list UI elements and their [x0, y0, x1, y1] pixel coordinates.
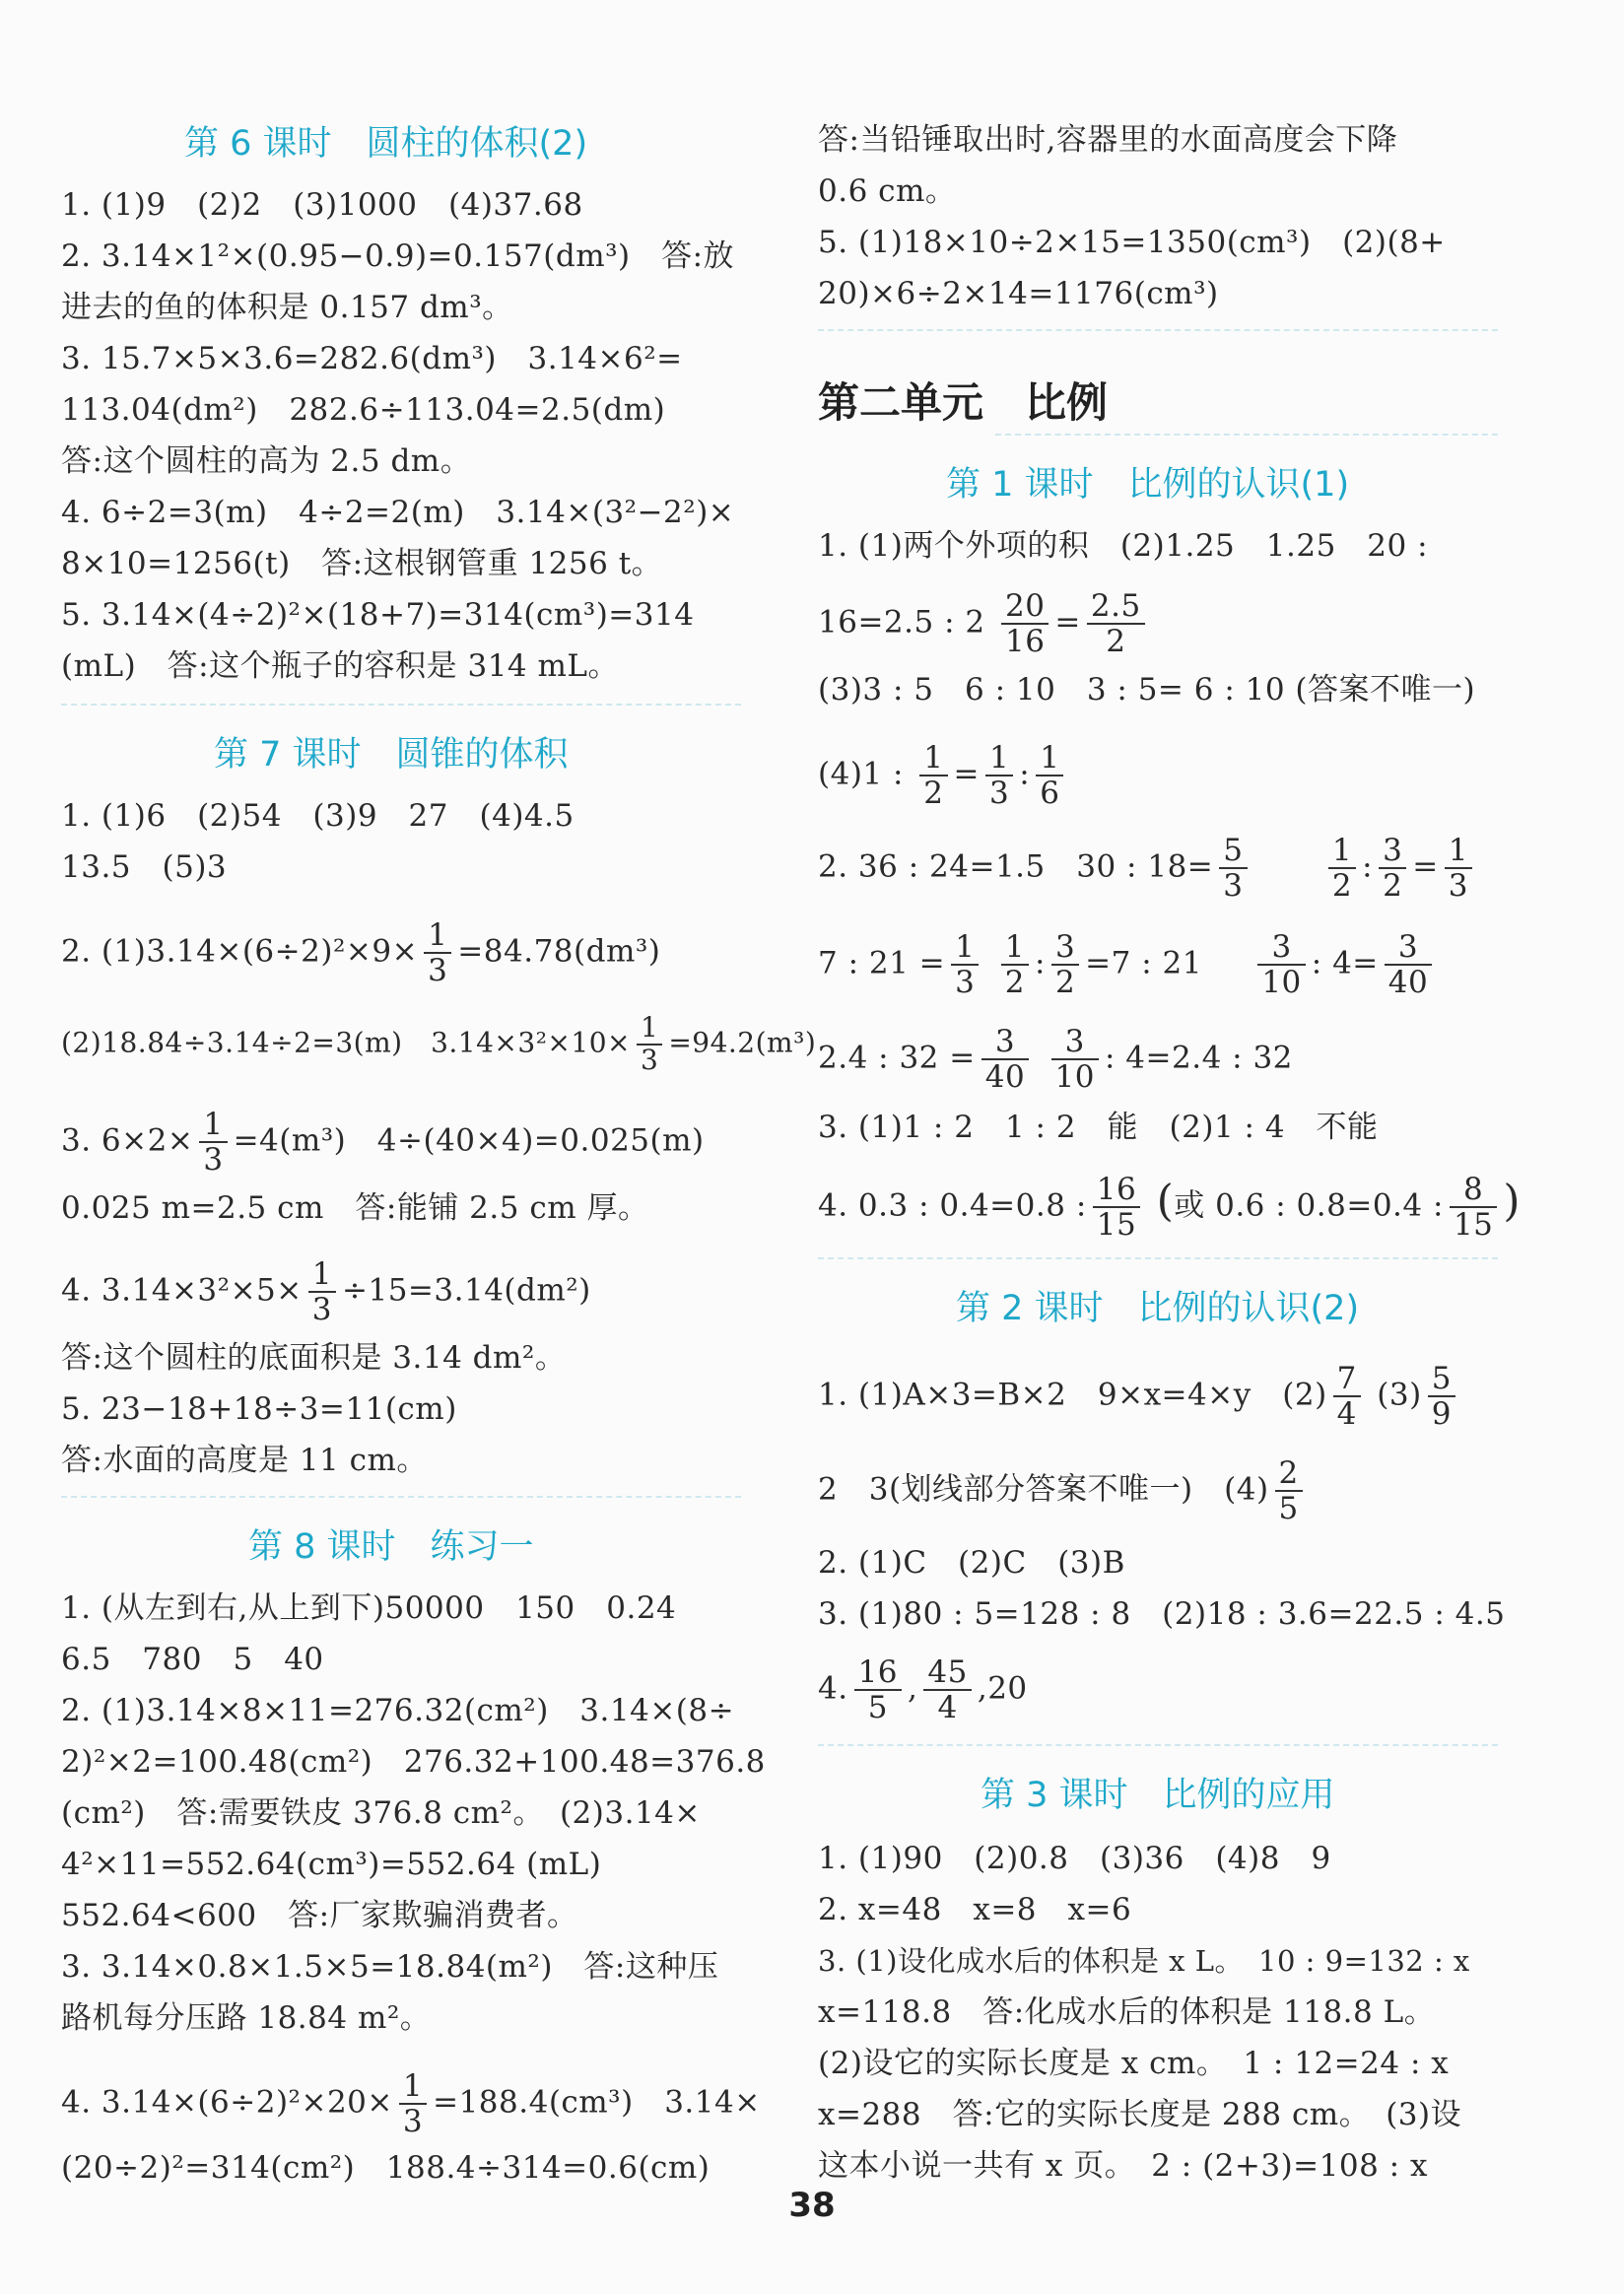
lesson-1-title: 第 1 课时 比例的认识(1) — [946, 465, 1350, 505]
section-divider — [818, 329, 1498, 331]
answer-line: 进去的鱼的体积是 0.157 dm³。 — [61, 290, 513, 325]
answer-line: 1. (1)9 (2)2 (3)1000 (4)37.68 — [61, 187, 583, 223]
answer-line: 4²×11=552.64(cm³)=552.64 (mL) — [61, 1847, 602, 1882]
answer-line: 2. 3.14×1²×(0.95−0.9)=0.157(dm³) 答:放 — [61, 238, 735, 274]
answer-line-with-fraction: 1. (1)A×3=B×2 9×x=4×y (2) $\frac{7}{4}$ (3) $\frac{5}{9}$ — [818, 1362, 1461, 1431]
answer-line: (3)3 : 5 6 : 10 3 : 5= 6 : 10 (答案不唯一) — [818, 672, 1476, 708]
section-divider — [818, 1257, 1498, 1259]
answer-line: (20÷2)²=314(cm²) 188.4÷314=0.6(cm) — [61, 2150, 710, 2186]
answer-line: 2. (1)3.14×8×11=276.32(cm²) 3.14×(8÷ — [61, 1693, 735, 1728]
answer-line: x=118.8 答:化成水后的体积是 118.8 L。 — [818, 1994, 1436, 2030]
page-number: 38 — [788, 2186, 836, 2225]
answer-line-with-fraction: (2)18.84÷3.14÷2=3(m) 3.14×3²×10× $\frac{1}{3}$ =94.2(m³) — [61, 1011, 817, 1076]
answer-line: 这本小说一共有 x 页。 2 : (2+3)=108 : x — [818, 2148, 1428, 2184]
answer-line: 3. (1)1 : 2 1 : 2 能 (2)1 : 4 不能 — [818, 1110, 1379, 1145]
answer-line: 答:这个圆柱的底面积是 3.14 dm²。 — [61, 1340, 567, 1376]
answer-line: 1. (1)6 (2)54 (3)9 27 (4)4.5 — [61, 798, 575, 834]
answer-line: 3. 3.14×0.8×1.5×5=18.84(m²) 答:这种压 — [61, 1949, 719, 1985]
answer-line: 552.64<600 答:厂家欺骗消费者。 — [61, 1898, 578, 1933]
answer-line: 3. (1)80 : 5=128 : 8 (2)18 : 3.6=22.5 : 4.5 — [818, 1596, 1506, 1632]
answer-line: 答:当铅锤取出时,容器里的水面高度会下降 — [818, 122, 1398, 158]
answer-line-with-fraction: 4. 3.14×3²×5× $\frac{1}{3}$ ÷15=3.14(dm²) — [61, 1256, 591, 1328]
answer-line: 5. 3.14×(4÷2)²×(18+7)=314(cm³)=314 — [61, 597, 695, 633]
fraction: $\frac{1}{3}$ — [637, 1013, 662, 1076]
lesson-7-title: 第 7 课时 圆锥的体积 — [214, 735, 569, 775]
answer-line: 2. x=48 x=8 x=6 — [818, 1892, 1132, 1927]
answer-line-with-fraction: 3. 6×2× $\frac{1}{3}$ =4(m³) 4÷(40×4)=0.025(m) — [61, 1107, 705, 1179]
answer-line-with-fraction: 4. 0.3 : 0.4=0.8 : $\frac{16}{15}$ (或 0.6 : 0.8=0.4 : $\frac{8}{15}$ ) — [818, 1172, 1522, 1244]
answer-line: 3. 15.7×5×3.6=282.6(dm³) 3.14×6²= — [61, 341, 683, 376]
answer-line-with-fraction: 7 : 21 = $\frac{1}{3}$ $\frac{1}{2}$ : $\frac{3}{2}$ =7 : 21 $\frac{3}{10}$ : 4= $\frac{3}{40}$ — [818, 930, 1438, 999]
fraction: $\frac{1}{3}$ — [308, 1257, 336, 1326]
answer-line: 3. (1)设化成水后的体积是 x L。 10 : 9=132 : x — [818, 1944, 1470, 1978]
answer-line: 1. (从左到右,从上到下)50000 150 0.24 — [61, 1590, 677, 1626]
answer-line: 答:水面的高度是 11 cm。 — [61, 1443, 428, 1478]
answer-line-with-fraction: 16=2.5 : 2 $\frac{20}{16}$ = $\frac{2.5}{2}$ — [818, 589, 1151, 658]
section-divider — [61, 1496, 741, 1498]
fraction: $\frac{20}{16}$ — [1001, 589, 1049, 658]
answer-line: 5. (1)18×10÷2×15=1350(cm³) (2)(8+ — [818, 225, 1446, 260]
answer-line: 2)²×2=100.48(cm²) 276.32+100.48=376.8 — [61, 1744, 766, 1780]
answer-line: 1. (1)两个外项的积 (2)1.25 1.25 20 : — [818, 528, 1429, 564]
fraction: $\frac{2.5}{2}$ — [1087, 589, 1145, 658]
answer-line: 4. 6÷2=3(m) 4÷2=2(m) 3.14×(3²−2²)× — [61, 495, 735, 530]
answer-line: 6.5 780 5 40 — [61, 1642, 324, 1677]
answer-line: 路机每分压路 18.84 m²。 — [61, 2000, 432, 2036]
section-divider — [995, 434, 1498, 436]
fraction: $\frac{1}{3}$ — [199, 1108, 227, 1177]
answer-line-with-fraction: 4. $\frac{16}{5}$ , $\frac{45}{4}$ ,20 — [818, 1654, 1028, 1726]
fraction: $\frac{1}{3}$ — [424, 918, 451, 987]
fraction: $\frac{1}{3}$ — [399, 2069, 427, 2138]
lesson-8-title: 第 8 课时 练习一 — [248, 1527, 534, 1567]
section-divider — [818, 1744, 1498, 1746]
lesson-2-title: 第 2 课时 比例的认识(2) — [956, 1289, 1360, 1328]
unit-title: 第二单元 比例 — [818, 378, 1109, 427]
answer-line-with-fraction: 2. 36 : 24=1.5 30 : 18= $\frac{5}{3}$ $\frac{1}{2}$ : $\frac{3}{2}$ = $\frac{1}{3}$ — [818, 834, 1478, 903]
answer-line: 答:这个圆柱的高为 2.5 dm。 — [61, 443, 472, 479]
answer-line: 8×10=1256(t) 答:这根钢管重 1256 t。 — [61, 546, 663, 581]
answer-line: (2)设它的实际长度是 x cm。 1 : 12=24 : x — [818, 2046, 1450, 2081]
answer-line-with-fraction: 2 3(划线部分答案不唯一) (4) $\frac{2}{5}$ — [818, 1456, 1309, 1525]
section-divider — [61, 704, 741, 706]
answer-line: (cm²) 答:需要铁皮 376.8 cm²。 (2)3.14× — [61, 1795, 701, 1831]
answer-line: 0.6 cm。 — [818, 173, 957, 209]
answer-line: 0.025 m=2.5 cm 答:能铺 2.5 cm 厚。 — [61, 1190, 649, 1226]
answer-line: x=288 答:它的实际长度是 288 cm。 (3)设 — [818, 2097, 1462, 2132]
answer-line-with-fraction: 2.4 : 32 = $\frac{3}{40}$ $\frac{3}{10}$ : 4=2.4 : 32 — [818, 1024, 1293, 1096]
answer-line-with-fraction: 2. (1)3.14×(6÷2)²×9× $\frac{1}{3}$ =84.78(dm³) — [61, 917, 661, 989]
answer-line: 2. (1)C (2)C (3)B — [818, 1545, 1125, 1581]
answer-line: 13.5 (5)3 — [61, 849, 228, 885]
lesson-3-title: 第 3 课时 比例的应用 — [981, 1776, 1335, 1815]
answer-line: (mL) 答:这个瓶子的容积是 314 mL。 — [61, 648, 619, 684]
answer-line-with-fraction: 4. 3.14×(6÷2)²×20× $\frac{1}{3}$ =188.4(cm³) 3.14× — [61, 2068, 761, 2140]
answer-line: 20)×6÷2×14=1176(cm³) — [818, 276, 1219, 311]
answer-line: 1. (1)90 (2)0.8 (3)36 (4)8 9 — [818, 1841, 1331, 1876]
lesson-6-title: 第 6 课时 圆柱的体积(2) — [184, 124, 588, 164]
answer-line: 5. 23−18+18÷3=11(cm) — [61, 1391, 457, 1427]
answer-line: 113.04(dm²) 282.6÷113.04=2.5(dm) — [61, 392, 666, 428]
answer-line-with-fraction: (4)1 : $\frac{1}{2}$ = $\frac{1}{3}$ : $\frac{1}{6}$ — [818, 741, 1069, 810]
